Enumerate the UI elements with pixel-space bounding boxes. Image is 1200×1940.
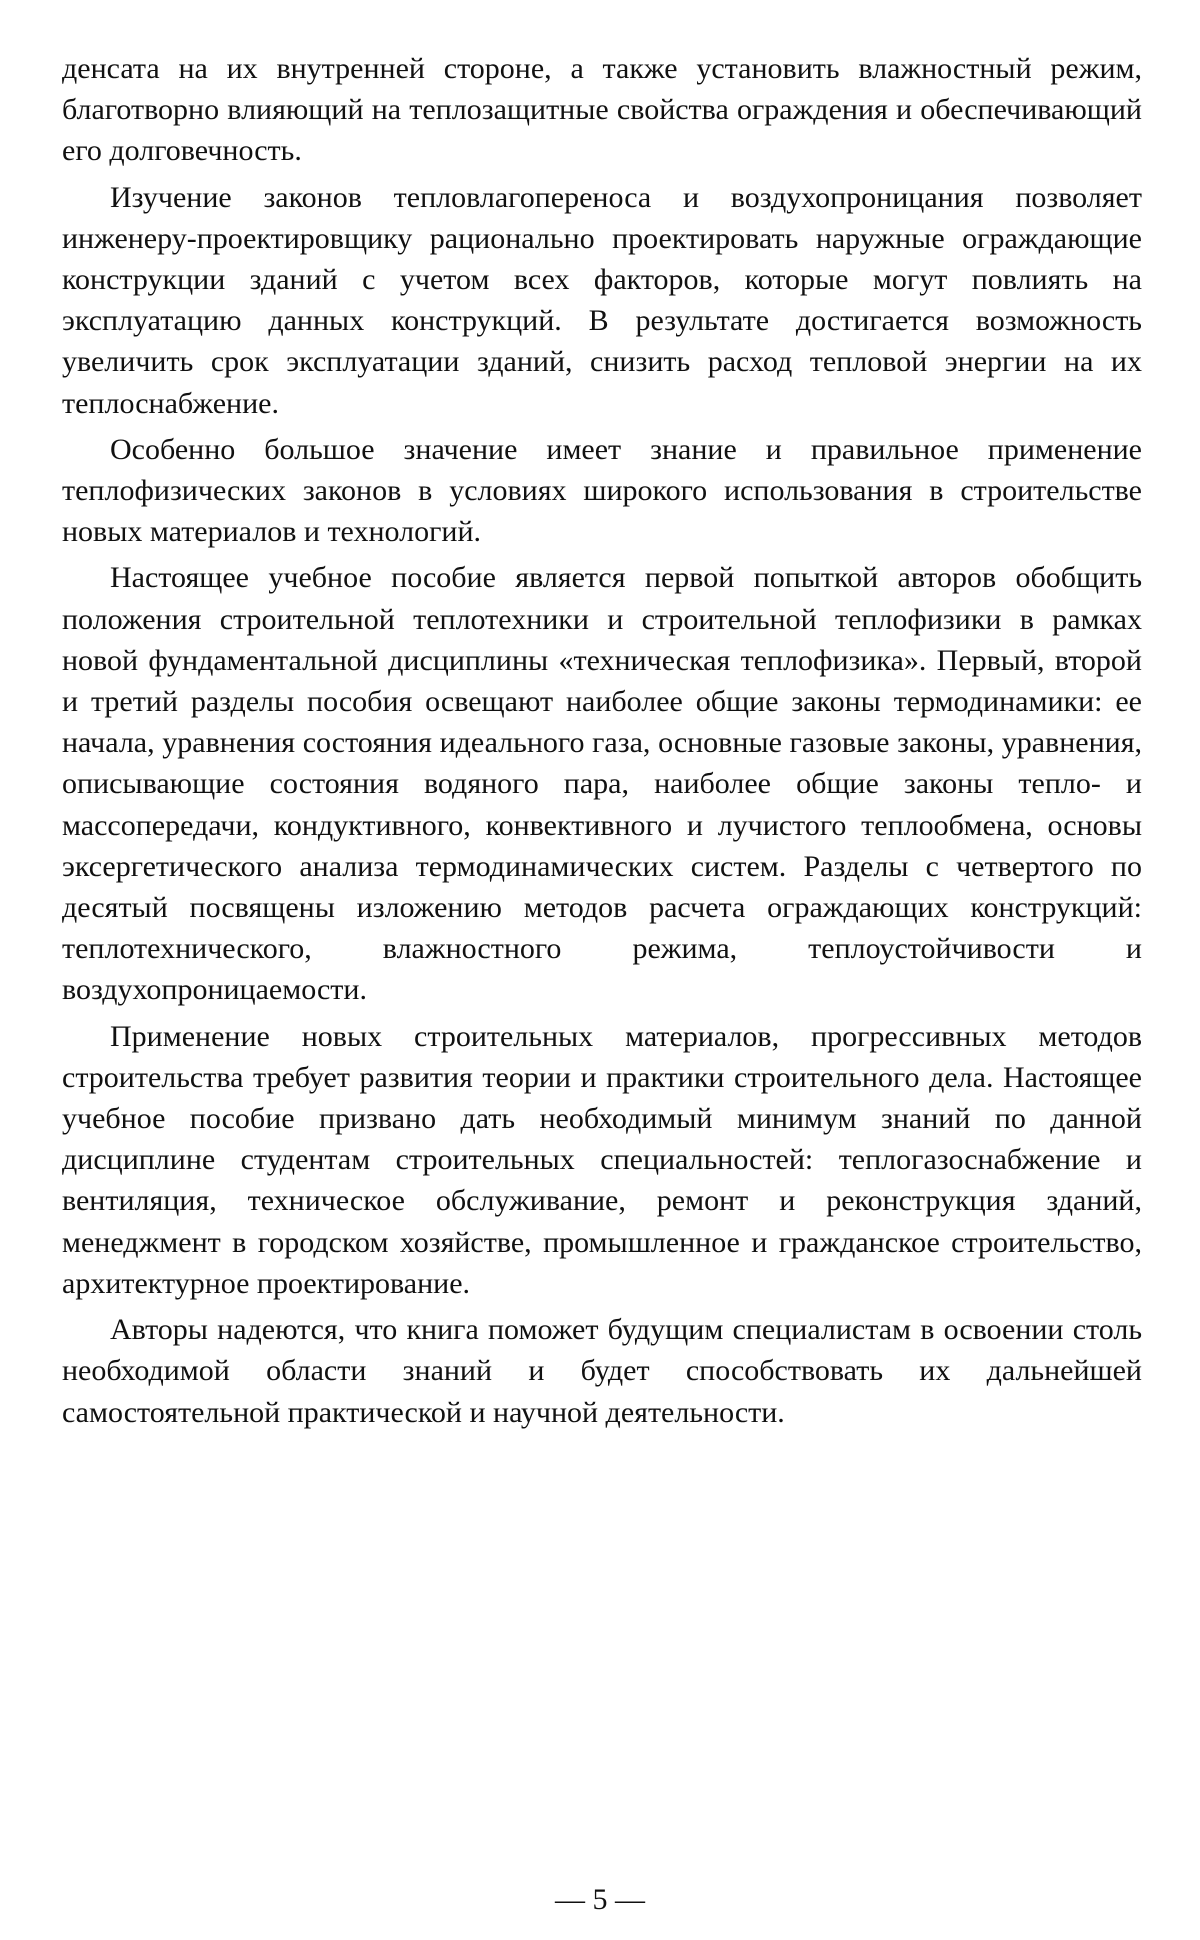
paragraph-importance: Особенно большое значение имеет знание и правильное применение теплофизических законов в условиях широкого использования в строительстве новых материалов и технологий.: [62, 432, 1142, 549]
paragraph-authors-hope: Авторы надеются, что книга поможет будущим специалистам в освоении столь необходимой области знаний и будет способствовать их дальнейшей самостоятельной практической и научной деятельности.: [62, 1313, 1142, 1429]
page-body: [62, 48, 1142, 1438]
paragraph-heat-moisture-transfer: Изучение законов тепловлагопереноса и воздухопроницания позволяет инженеру-проектировщику рационально проектировать наружные ограждающие конструкции зданий с учетом всех факторов, которые могут повлиять на эксплуатацию данных конструкций. В результате достигается возможность увеличить срок эксплуатации зданий, снизить расход тепловой энергии на их теплоснабжение.: [62, 180, 1142, 420]
page-number: — 5 —: [555, 1883, 645, 1916]
paragraph-application: Применение новых строительных материалов, прогрессивных методов строительства требует развития теории и практики строительного дела. Настоящее учебное пособие призвано дать необходимый минимум знаний по данной дисциплине студентам строительных специальностей: теплогазоснабжение и вентиляция, техническое обслуживание, ремонт и реконструкция зданий, менеджмент в городском хозяйстве, промышленное и гражданское строительство, архитектурное проектирование.: [62, 1019, 1142, 1300]
paragraph-textbook-overview: Настоящее учебное пособие является первой попыткой авторов обобщить положения строительной теплотехники и строительной теплофизики в рамках новой фундаментальной дисциплины «техническая теплофизика». Первый, второй и третий разделы пособия освещают наиболее общие законы термодинамики: ее начала, уравнения состояния идеального газа, основные газовые законы, уравнения, описывающие состояния водяного пара, наиболее общие законы тепло- и массопередачи, кондуктивного, конвективного и лучистого теплообмена, основы эксергетического анализа термодинамических систем. Разделы с четвертого по десятый посвящены изложению методов расчета ограждающих конструкций: теплотехнического, влажностного режима, теплоустойчивости и воздухопроницаемости.: [62, 561, 1142, 1007]
paragraph-continuation: денсата на их внутренней стороне, а также установить влажностный режим, благотворно влияющий на теплозащитные свойства ограждения и обеспечивающий его долговечность.: [62, 52, 1142, 168]
